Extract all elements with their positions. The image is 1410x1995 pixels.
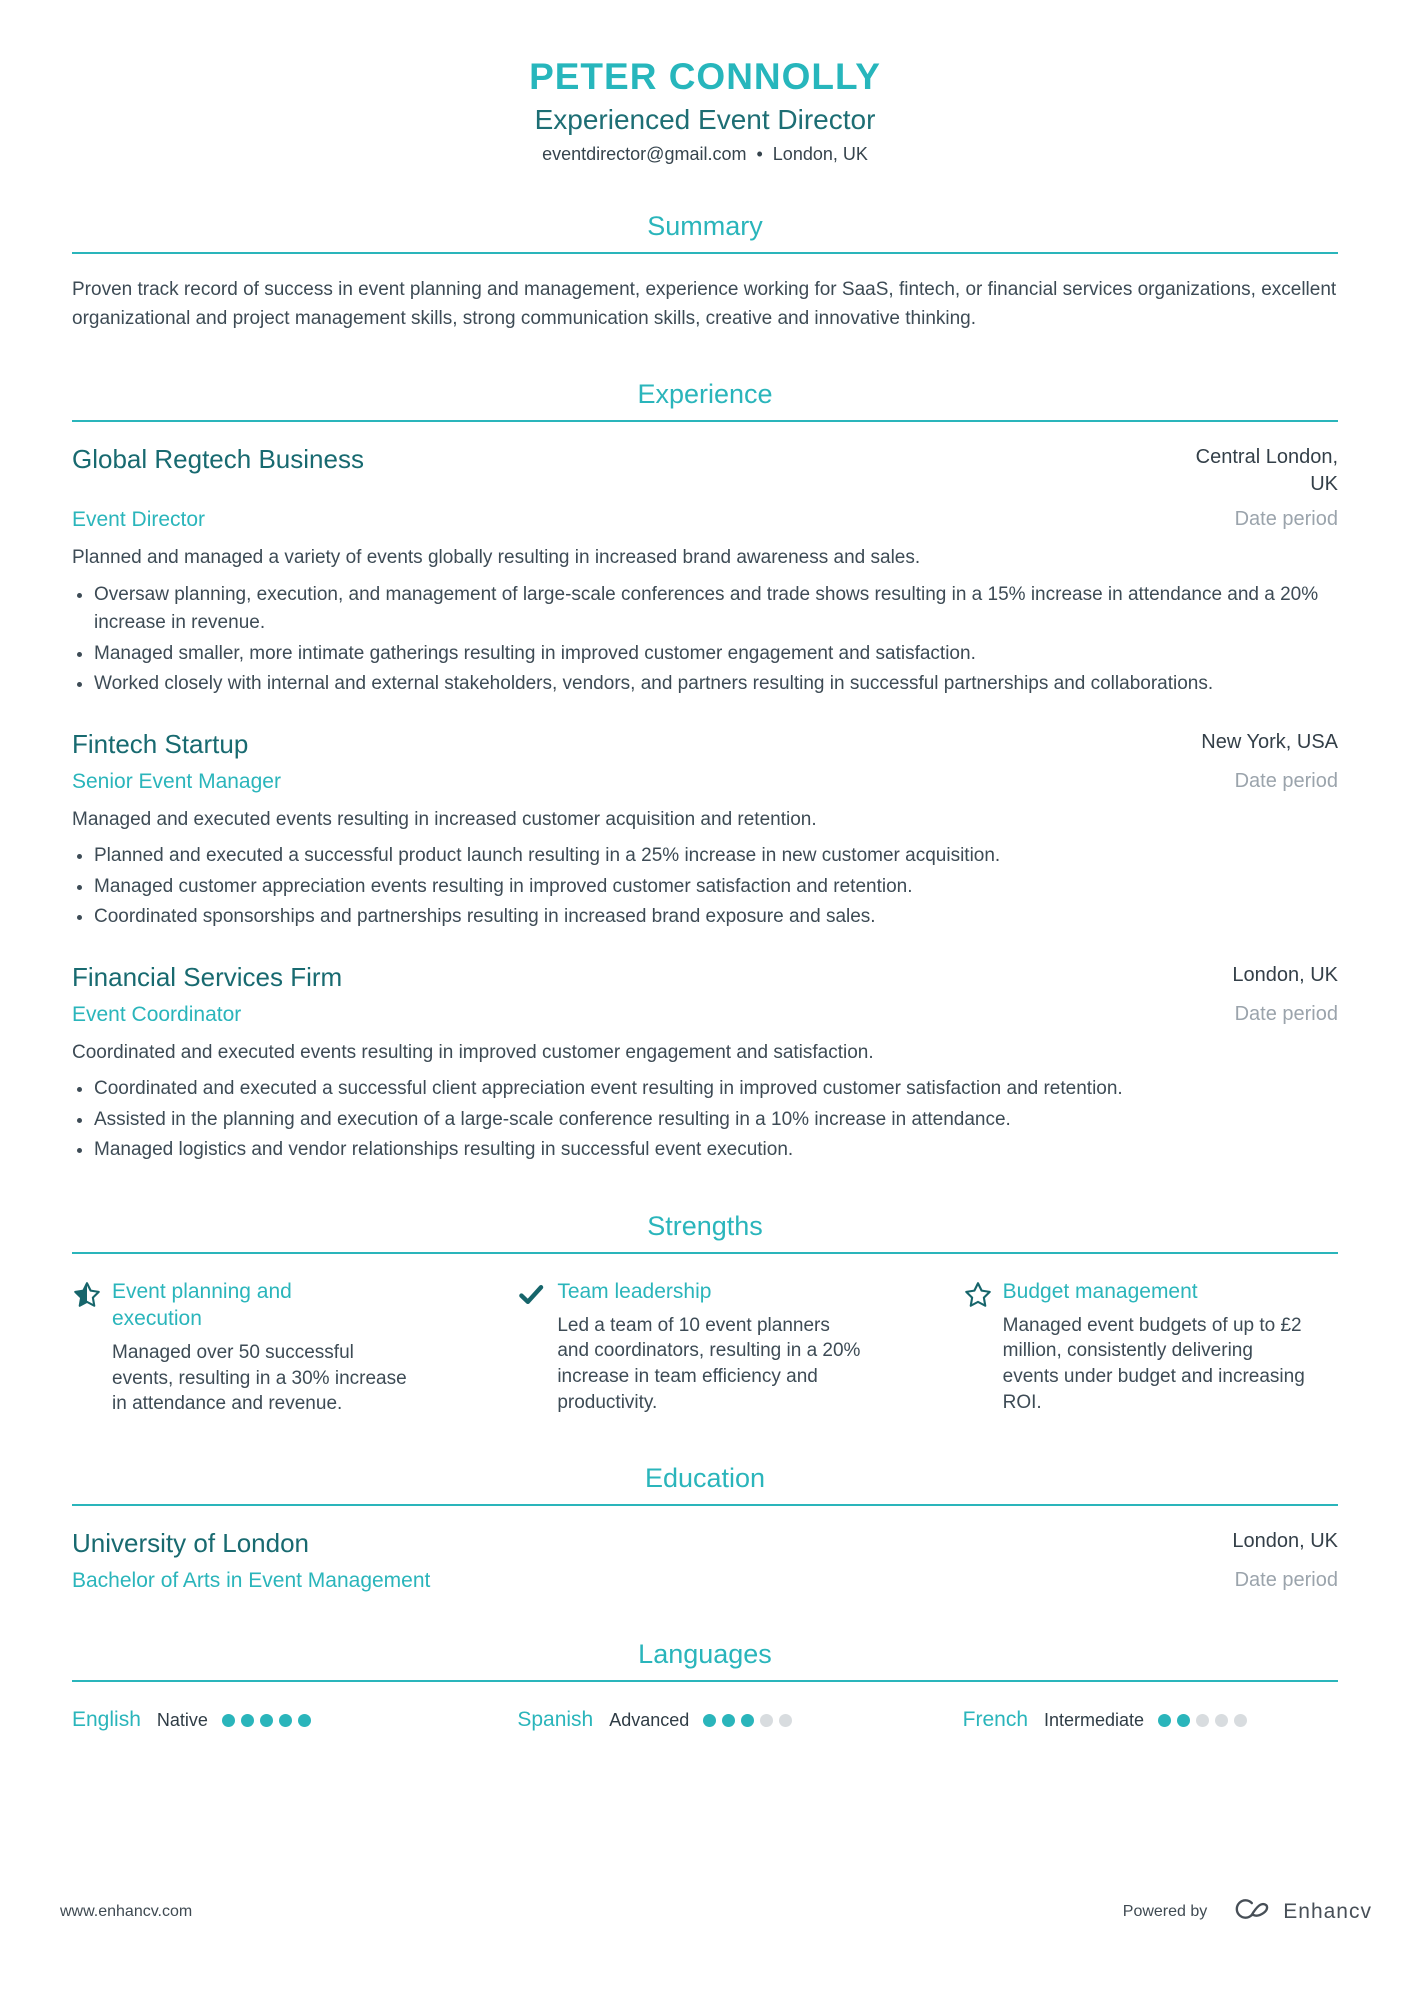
job-date-period: Date period [1234,508,1338,530]
language-level-dot [279,1714,292,1727]
section-strengths [72,1211,1338,1418]
job-bullet: • Managed logistics and vendor relationships resulting in successful event execution. [94,1136,1338,1165]
job-description: Coordinated and executed events resulting in improved customer engagement and satisfaction. [72,1041,874,1063]
strength-item [72,1278,447,1418]
job-entry [72,444,1338,699]
strength-item [517,1278,892,1418]
job-bullet: • Assisted in the planning and execution of a large-scale conference resulting in a 10% increase in attendance. [94,1106,1338,1135]
language-level-dot [722,1714,735,1727]
candidate-title: Experienced Event Director [534,104,876,135]
section-education [72,1463,1338,1593]
job-entry [72,962,1338,1165]
job-bullet-list [72,581,1338,699]
language-level-dots [222,1714,317,1727]
job-title: Event Director [72,508,206,531]
separator-dot: • [756,144,763,164]
languages-heading: Languages [638,1639,772,1670]
powered-by-label: Powered by [1122,1902,1208,1920]
section-experience [72,379,1338,1165]
job-bullet: • Coordinated and executed a successful client appreciation event resulting in improved customer satisfaction and retention. [94,1075,1338,1104]
degree-name: Bachelor of Arts in Event Management [72,1569,431,1593]
language-level: Native [156,1709,208,1730]
section-languages [72,1639,1338,1732]
strength-title: Budget management [1002,1279,1198,1303]
language-level-dot [1177,1714,1190,1727]
star-outline-icon [963,1280,993,1315]
page-footer [60,1896,1372,1927]
summary-heading: Summary [647,211,763,241]
language-level-dots [1158,1714,1253,1727]
language-level-dot [1215,1714,1228,1727]
job-location: New York, USA [1201,730,1338,753]
company-name: Financial Services Firm [72,961,343,992]
job-bullet-list [72,1075,1338,1165]
contact-line [72,144,1338,165]
language-level-dot [298,1714,311,1727]
language-name: Spanish [517,1708,594,1732]
job-bullet: • Managed customer appreciation events resulting in improved customer satisfaction and retention. [94,873,1338,902]
job-title: Senior Event Manager [72,769,281,793]
language-item [517,1708,892,1732]
section-divider [72,1504,1338,1506]
half-star-icon [72,1280,102,1315]
job-bullet-list [72,842,1338,932]
language-level-dot [260,1714,273,1727]
job-location: London, UK [1232,963,1338,986]
strength-text: Managed over 50 successful events, resulting in a 30% increase in attendance and revenue. [112,1342,407,1415]
education-entry [72,1528,1338,1593]
strengths-heading: Strengths [647,1210,763,1241]
job-bullet: • Oversaw planning, execution, and management of large-scale conferences and trade shows resulting in a 15% increase in attendance and a 20% increase in revenue. [94,581,1338,638]
language-level: Advanced [609,1709,690,1730]
language-level-dot [703,1714,716,1727]
experience-heading: Experience [637,379,773,409]
job-description: Planned and managed a variety of events globally resulting in increased brand awareness and sales. [72,547,921,568]
candidate-name: PETER CONNOLLY [529,56,881,97]
job-bullet: • Managed smaller, more intimate gatherings resulting in improved customer engagement and satisfaction. [94,640,1338,669]
job-date-period: Date period [1234,1002,1338,1025]
language-level-dot [741,1714,754,1727]
language-level-dot [241,1714,254,1727]
job-bullet: • Worked closely with internal and external stakeholders, vendors, and partners resulting in successful partnerships and collaborations. [94,670,1338,699]
language-level-dot [1234,1714,1247,1727]
email-text[interactable]: eventdirector@gmail.com [542,144,747,164]
section-divider [72,420,1338,422]
job-entry [72,729,1338,932]
strength-text: Managed event budgets of up to £2 million, consistently delivering events under budget and increasing ROI. [1002,1314,1305,1413]
language-name: English [72,1708,141,1732]
check-icon [517,1280,547,1313]
language-name: French [962,1708,1029,1732]
language-level-dot [222,1714,235,1727]
location-text: London, UK [772,144,868,164]
section-divider [72,1252,1338,1254]
summary-text: Proven track record of success in event planning and management, experience working for SaaS, fintech, or financial services organizations, excellent organizational and project management skills, strong communication skills, creative and innovative thinking. [72,279,1337,329]
language-level-dot [1196,1714,1209,1727]
company-name: Fintech Startup [72,728,249,759]
enhancv-brand-text: Enhancv [1283,1899,1372,1923]
language-level: Intermediate [1044,1709,1145,1730]
language-item [72,1708,447,1732]
school-name: University of London [72,1528,310,1559]
strength-title: Event planning and execution [112,1279,292,1330]
job-bullet: • Planned and executed a successful product launch resulting in a 25% increase in new customer acquisition. [94,842,1338,871]
education-location: London, UK [1232,1530,1338,1553]
education-heading: Education [644,1463,766,1494]
strength-item [963,1278,1338,1418]
company-name: Global Regtech Business [72,444,364,474]
section-divider [72,252,1338,254]
job-date-period: Date period [1234,769,1338,792]
language-level-dots [703,1714,798,1727]
job-description: Managed and executed events resulting in increased customer acquisition and retention. [72,808,817,830]
job-bullet: • Coordinated sponsorships and partnerships resulting in increased brand exposure and sales. [94,903,1338,932]
language-level-dot [779,1714,792,1727]
language-level-dot [760,1714,773,1727]
enhancv-logo-icon [1229,1896,1273,1927]
language-item [963,1708,1338,1732]
resume-header [72,56,1338,165]
section-summary [72,211,1338,333]
job-title: Event Coordinator [72,1002,242,1026]
strength-title: Team leadership [557,1279,712,1303]
education-date-period: Date period [1234,1569,1338,1592]
language-level-dot [1158,1714,1171,1727]
section-divider [72,1680,1338,1682]
enhancv-logo[interactable] [1229,1896,1372,1927]
job-location: Central London, UK [1195,446,1338,495]
strength-text: Led a team of 10 event planners and coordinators, resulting in a 20% increase in team efficiency and productivity. [557,1314,861,1413]
footer-website-link[interactable]: www.enhancv.com [60,1902,193,1920]
